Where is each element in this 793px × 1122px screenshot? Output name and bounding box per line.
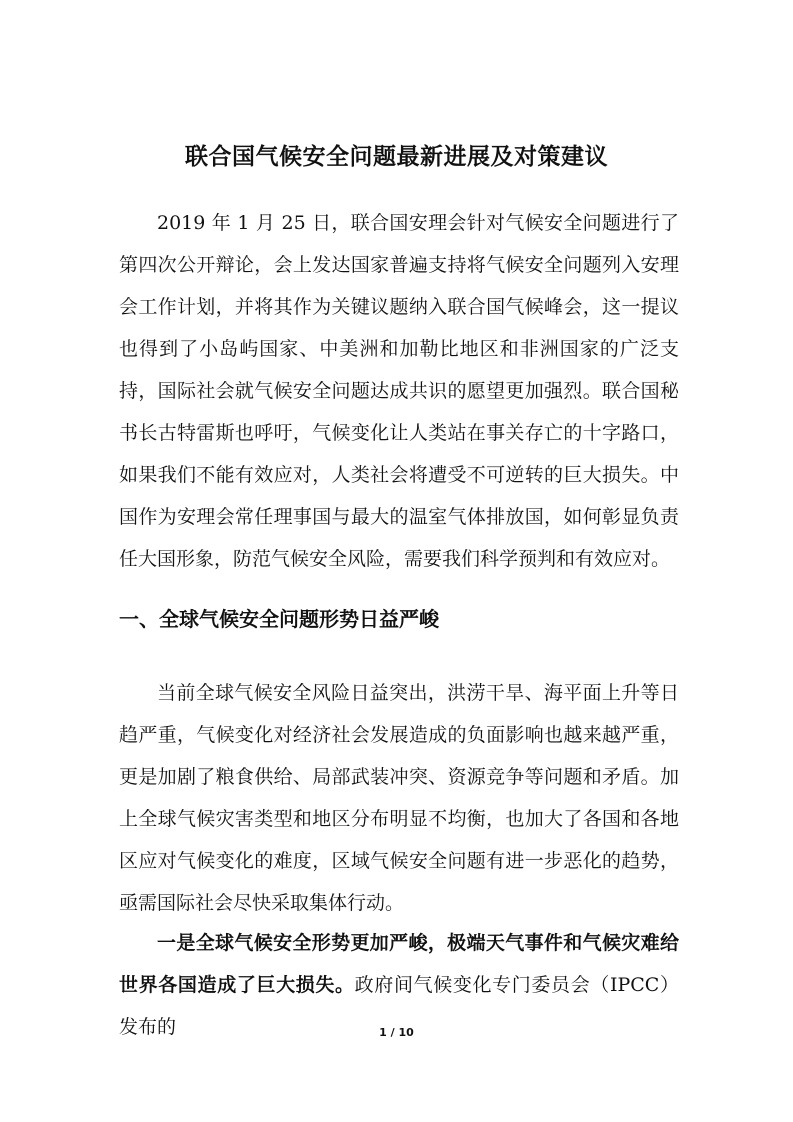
point-one-lead: 一是全球气候安全形势更加严峻，极端天气事件和气候灾难给世界各国造成了巨大损失。 <box>119 932 679 996</box>
page-number: 1 / 10 <box>379 1026 414 1039</box>
document-title: 联合国气候安全问题最新进展及对策建议 <box>185 144 608 170</box>
section-heading: 一、全球气候安全问题形势日益严峻 <box>119 607 439 631</box>
point-one-text: 政府间气候变化专门委员会（IPCC）发布的 <box>119 974 679 1038</box>
body-paragraph: 当前全球气候安全风险日益突出，洪涝干旱、海平面上升等日趋严重，气候变化对经济社会发展造成的负面影响也越来越严重，更是加剧了粮食供给、局部武装冲突、资源竞争等问题和矛盾。加上全球气候灾害类型和地区分布明显不均衡，也加大了各国和各地区应对气候变化的难度，区域气候安全问题有进一步恶化的趋势，亟需国际社会尽快采取集体行动。 <box>119 682 679 914</box>
intro-paragraph: 2019 年 1 月 25 日，联合国安理会针对气候安全问题进行了第四次公开辩论，会上发达国家普遍支持将气候安全问题列入安理会工作计划，并将其作为关键议题纳入联合国气候峰会，这一提议也得到了小岛屿国家、中美洲和加勒比地区和非洲国家的广泛支持，国际社会就气候安全问题达成共识的愿望更加强烈。联合国秘书长古特雷斯也呼吁，气候变化让人类站在事关存亡的十字路口，如果我们不能有效应对，人类社会将遭受不可逆转的巨大损失。中国作为安理会常任理事国与最大的温室气体排放国，如何彰显负责任大国形象，防范气候安全风险，需要我们科学预判和有效应对。 <box>119 212 679 570</box>
